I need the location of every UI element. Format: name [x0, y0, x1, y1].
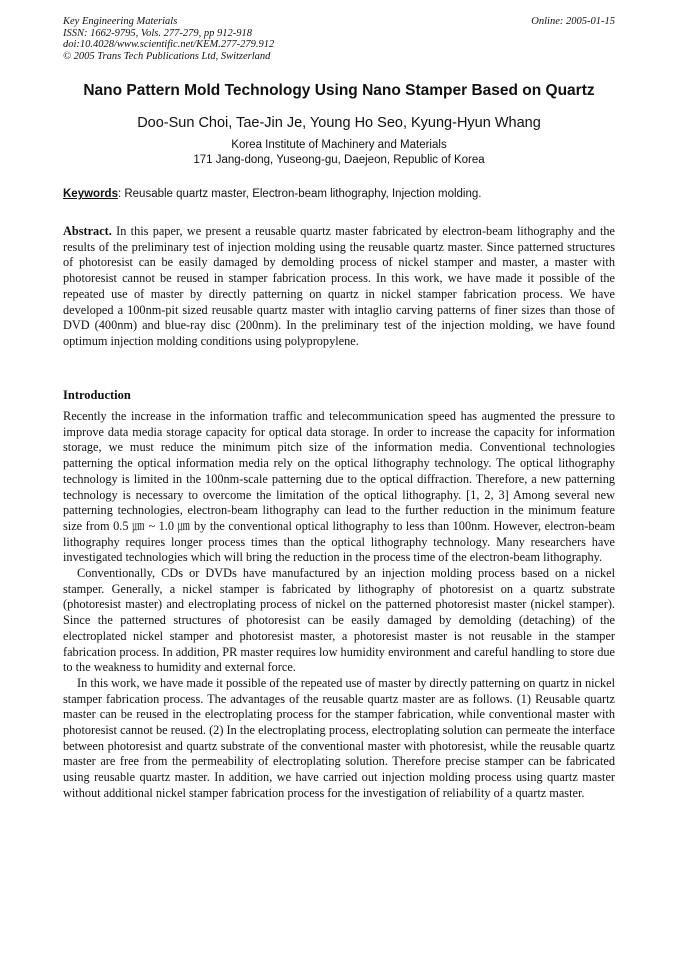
- abstract-text: In this paper, we present a reusable quartz master fabricated by electron-beam lithography and the results of the preliminary test of injection molding using the reusable quartz master. Since patterned structures of photoresist can be easily damaged by demolding process of nickel stamper and master, a master with photoresist cannot be reused in stamper fabrication process. In this work, we have made it possible of the repeated use of master by directly patterning on quartz in nickel stamper fabrication process. We have developed a 100nm-pit sized reusable quartz master with intaglio carving patterns of finer sizes than those of DVD (400nm) and blue-ray disc (200nm). In the preliminary test of the injection molding, we have found optimum injection molding conditions using polypropylene.: [63, 224, 615, 348]
- intro-paragraph-1: Recently the increase in the information traffic and telecommunication speed has augmented the pressure to improve data media storage capacity for optical data storage. In order to increase the capacity for information storage, we must reduce the minimum pitch size of the information media. Conventional technologies patterning the optical information media rely on the optical lithography technology. The optical lithography technology is limited in the 100nm-scale patterning due to the optical diffraction. Therefore, a new patterning technology is necessary to overcome the limitation of the optical lithography. [1, 2, 3] Among several new patterning technologies, electron-beam lithography can lead to the further reduction in the minimum feature size from 0.5 ㎛ ~ 1.0 ㎛ by the conventional optical lithography to less than 100nm. However, electron-beam lithography requires longer process times than the optical lithography technology. Many researchers have investigated technologies which will bring the reduction in the process time of the electron-beam lithography.: [63, 409, 615, 565]
- introduction-body: [63, 409, 615, 802]
- affiliation: [40, 138, 638, 168]
- doi-line: doi:10.4028/www.scientific.net/KEM.277-279.912: [63, 39, 275, 50]
- intro-paragraph-3: In this work, we have made it possible of the repeated use of master by directly patterning on quartz in nickel stamper fabrication process. The advantages of the reusable quartz master are as follows. (1) Reusable quartz master can be reused in the electroplating process for the stamper fabrication, while conventional master with photoresist cannot be reused. (2) In the electroplating process, electroplating solution can permeate the interface between photoresist and quartz substrate of the conventional master with photoresist, while the reusable quartz master are free from the permeability of electroplating solution. Therefore precise stamper can be fabricated using reusable quartz master. In addition, we have carried out injection molding process using quartz master without additional nickel stamper fabrication process for the investigation of reliability of a quartz master.: [63, 675, 615, 800]
- paper-title: Nano Pattern Mold Technology Using Nano Stamper Based on Quartz: [83, 82, 595, 99]
- keywords-label: Keywords: [63, 188, 118, 200]
- abstract: [63, 224, 615, 350]
- journal-header: [63, 16, 615, 62]
- introduction-heading: Introduction: [63, 388, 131, 402]
- intro-paragraph-2: Conventionally, CDs or DVDs have manufactured by an injection molding process based on a nickel stamper. Generally, a nickel stamper is fabricated by lithography of photoresist on a quartz substrate (photoresist master) and electroplating process of nickel on the patterned photoresist master (nickel stamper). Since the patterned structures of photoresist can be easily damaged by demolding (detaching) of the electroplated nickel stamper and photoresist master, a photoresist master is not reusable in the stamper fabrication process. In addition, PR master requires low humidity environment and careful handling to store due to the weakness to humidity and external force.: [63, 566, 615, 675]
- abstract-label: Abstract.: [63, 224, 112, 238]
- keywords-text: : Reusable quartz master, Electron-beam lithography, Injection molding.: [117, 188, 482, 200]
- affiliation-address: 171 Jang-dong, Yuseong-gu, Daejeon, Republic of Korea: [193, 154, 485, 166]
- copyright-line: © 2005 Trans Tech Publications Ltd, Switzerland: [63, 50, 271, 62]
- author-list: Doo-Sun Choi, Tae-Jin Je, Young Ho Seo, Kyung-Hyun Whang: [137, 115, 541, 131]
- journal-name: Key Engineering Materials: [63, 16, 178, 27]
- keywords: [63, 188, 615, 200]
- issn-line: ISSN: 1662-9795, Vols. 277-279, pp 912-918: [63, 27, 252, 39]
- online-date: Online: 2005-01-15: [531, 16, 615, 27]
- affiliation-institution: Korea Institute of Machinery and Materials: [231, 139, 447, 151]
